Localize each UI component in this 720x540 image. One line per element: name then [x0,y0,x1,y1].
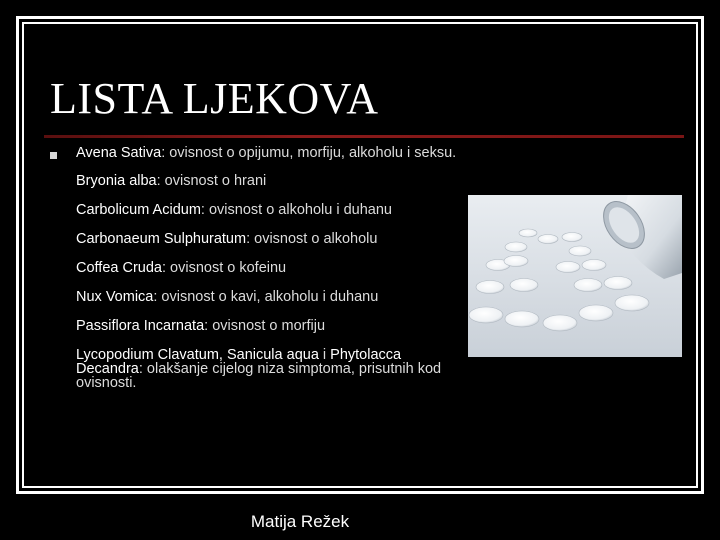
list-item [76,203,468,217]
remedy-description: : olakšanje cijelog niza simptoma, prisutnih kod ovisnosti. [76,361,442,391]
remedy-description: : ovisnost o alkoholu i duhanu [200,202,392,218]
remedy-description: : ovisnost o opijumu, morfiju, alkoholu i seksu. [161,145,457,161]
remedy-name: Carbonaeum Sulphuratum [76,231,247,247]
remedy-description: : ovisnost o hrani [156,173,267,189]
list-item [76,319,468,333]
remedy-name: Passiflora Incarnata [76,318,205,334]
remedy-name: Nux Vomica [76,289,154,305]
remedy-name: Bryonia alba [76,173,157,189]
title-underline [44,135,684,138]
remedy-name: Carbolicum Acidum [76,202,201,218]
remedy-name: Lycopodium Clavatum, Sanicula aqua [76,347,319,363]
remedy-name: Avena Sativa [76,145,162,161]
remedy-list [76,146,468,405]
pills-and-bottle-photo [468,195,682,357]
list-item [76,261,468,275]
list-item [76,146,468,160]
list-item [76,290,468,304]
remedy-connector: i [318,347,331,363]
remedy-description: : ovisnost o kofeinu [161,260,287,276]
remedy-name: Coffea Cruda [76,260,162,276]
remedy-description: : ovisnost o alkoholu [246,231,378,247]
slide-title: LISTA LJEKOVA [50,74,379,123]
remedy-name: Phytolacca Decandra [76,347,402,377]
square-bullet-icon [50,152,57,159]
remedy-description: : ovisnost o kavi, alkoholu i duhanu [153,289,379,305]
list-item [76,348,468,390]
list-item [76,174,468,188]
remedy-description: : ovisnost o morfiju [204,318,326,334]
slide-footer-author: Matija Režek [250,512,350,531]
list-item [76,232,468,246]
